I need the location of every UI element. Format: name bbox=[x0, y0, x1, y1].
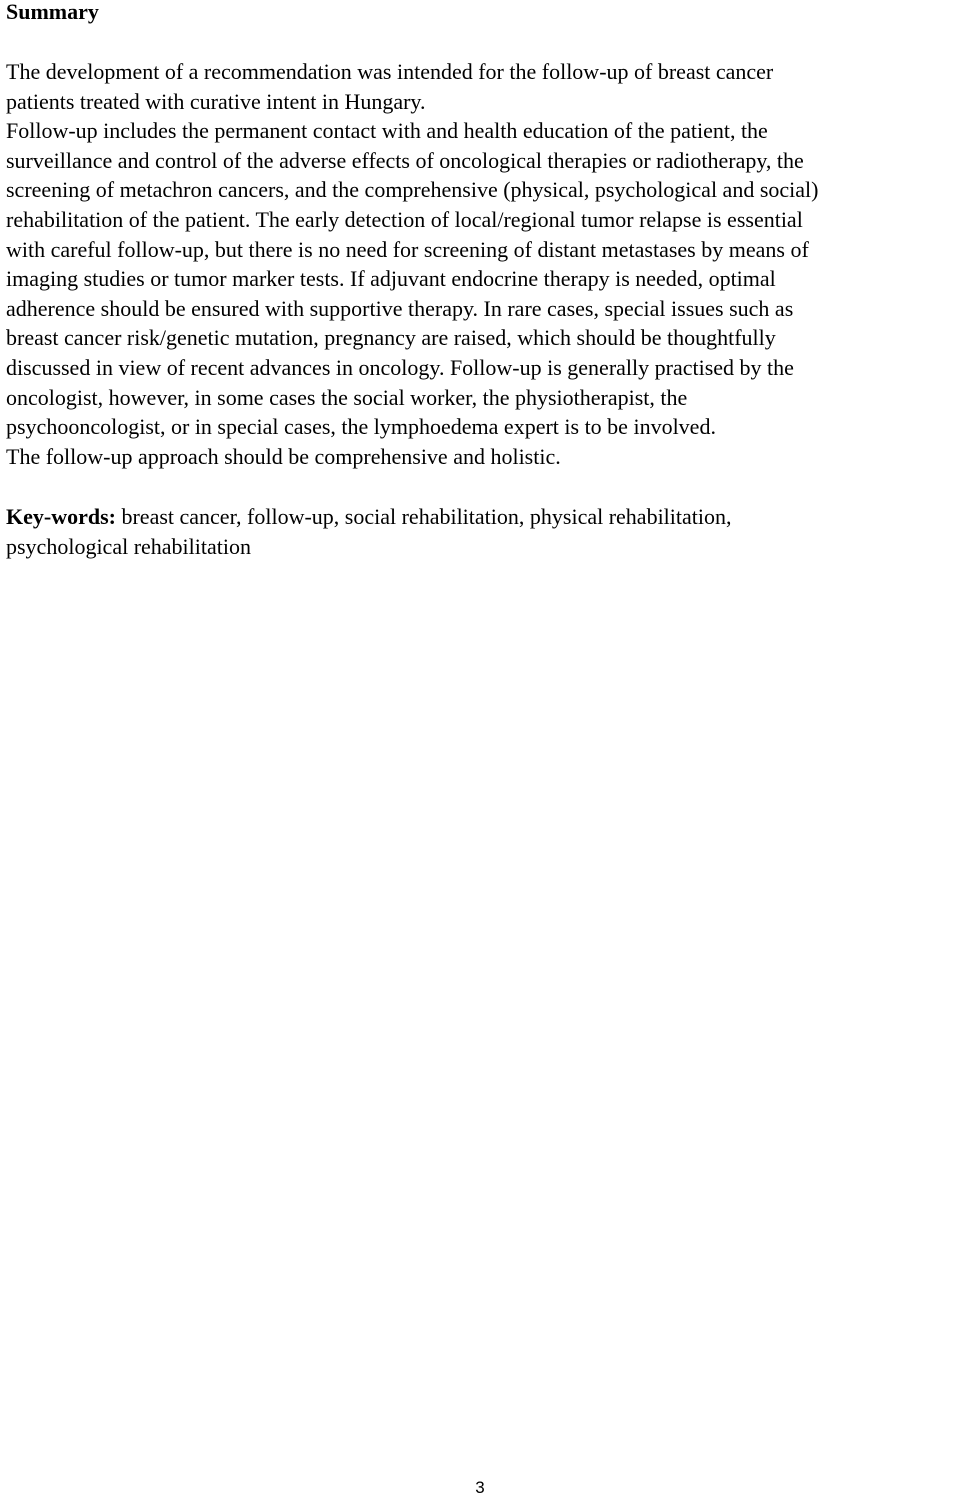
summary-line: imaging studies or tumor marker tests. If adjuvant endocrine therapy is needed, optimal bbox=[6, 266, 776, 292]
summary-line: oncologist, however, in some cases the social worker, the physiotherapist, the bbox=[6, 384, 688, 410]
summary-heading: Summary bbox=[6, 0, 99, 24]
summary-line: The development of a recommendation was intended for the follow-up of breast cancer bbox=[6, 59, 774, 84]
summary-line: patients treated with curative intent in Hungary. bbox=[6, 88, 426, 114]
summary-line: adherence should be ensured with supportive therapy. In rare cases, special issues such as bbox=[6, 295, 794, 321]
keywords-block bbox=[6, 502, 956, 561]
summary-line: breast cancer risk/genetic mutation, pregnancy are raised, which should be thoughtfully bbox=[6, 325, 776, 351]
summary-line: with careful follow-up, but there is no need for screening of distant metastases by means of bbox=[6, 236, 809, 262]
summary-line: Follow-up includes the permanent contact with and health education of the patient, the bbox=[6, 118, 768, 144]
summary-line: psychooncologist, or in special cases, the lymphoedema expert is to be involved. bbox=[6, 414, 716, 440]
document-page bbox=[6, 0, 956, 562]
keywords-list: breast cancer, follow-up, social rehabilitation, physical rehabilitation, bbox=[115, 504, 732, 530]
keywords-label: Key-words: bbox=[6, 504, 116, 530]
summary-line: surveillance and control of the adverse effects of oncological therapies or radiotherapy, the bbox=[6, 147, 804, 173]
keywords-line bbox=[6, 502, 956, 532]
summary-body bbox=[6, 57, 956, 471]
page-number: 3 bbox=[475, 1478, 485, 1497]
summary-line: rehabilitation of the patient. The early detection of local/regional tumor relapse is essential bbox=[6, 206, 803, 232]
summary-line: discussed in view of recent advances in oncology. Follow-up is generally practised by the bbox=[6, 354, 794, 380]
keywords-line: psychological rehabilitation bbox=[6, 533, 251, 559]
summary-line: screening of metachron cancers, and the comprehensive (physical, psychological and social) bbox=[6, 177, 819, 203]
summary-line: The follow-up approach should be comprehensive and holistic. bbox=[6, 443, 561, 469]
